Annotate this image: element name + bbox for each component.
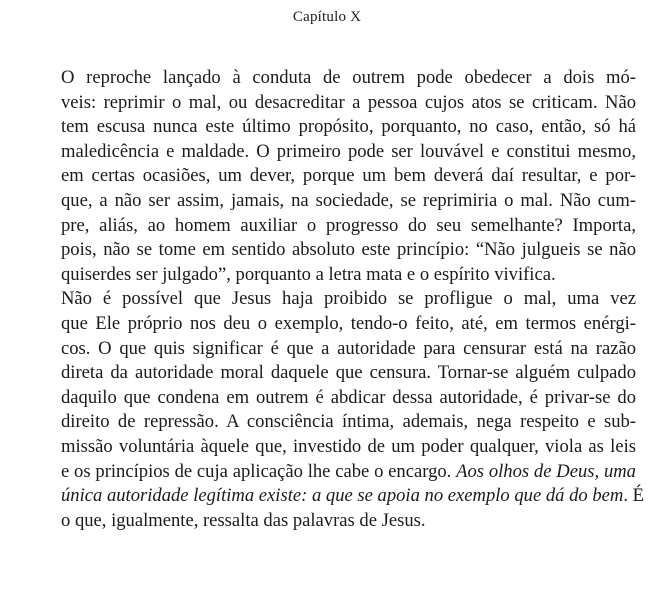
text-line: em certas ocasiões, um dever, porque um bem deverá daí resultar, e por- — [61, 165, 636, 187]
running-head-title: Capítulo X — [292, 9, 362, 25]
text-line: que, a não ser assim, jamais, na sociedade, se reprimiria o mal. Não cum- — [61, 189, 636, 211]
text-line: direta da autoridade moral daquele que censura. Tornar-se alguém culpado — [61, 362, 636, 384]
text-line: cos. O que quis significar é que a autoridade para censurar está na razão — [61, 337, 636, 359]
text-line: daquilo que condena em outrem é abdicar dessa autoridade, é privar-se do — [61, 386, 636, 408]
text-line: O reproche lançado à conduta de outrem pode obedecer a dois mó- — [61, 67, 636, 88]
text-line: quiserdes ser julgado”, porquanto a letra mata e o espírito vivifica. — [61, 263, 556, 285]
paragraph-1 — [19, 66, 636, 287]
text-line: pois, não se tome em sentido absoluto este princípio: “Não julgueis se não — [61, 239, 636, 261]
text-line: maledicência e maldade. O primeiro pode ser louvável e constitui mesmo, — [61, 140, 636, 162]
text-line: tem escusa nunca este último propósito, porquanto, no caso, então, só há — [61, 116, 636, 138]
text-segment: e os princípios de cuja aplicação lhe cabe o encargo. — [61, 460, 457, 482]
italic-emphasis: única autoridade legítima existe: a que se apoia no exemplo que dá do bem — [61, 485, 624, 507]
paragraph-2 — [19, 287, 644, 533]
italic-emphasis: Aos olhos de Deus, uma — [456, 460, 636, 482]
text-line: missão voluntária àquele que, investido de um poder qualquer, viola as leis — [61, 435, 636, 457]
text-line: direito de repressão. A consciência íntima, ademais, nega respeito e sub- — [61, 411, 636, 433]
text-line-mixed — [19, 484, 644, 509]
body-text — [19, 66, 644, 533]
text-line: veis: reprimir o mal, ou desacreditar a pessoa cujos atos se criticam. Não — [61, 91, 636, 113]
text-line: o que, igualmente, ressalta das palavras de Jesus. — [61, 509, 426, 531]
text-line: que Ele próprio nos deu o exemplo, tendo-o feito, até, em termos enérgi- — [61, 312, 636, 334]
text-line-mixed — [19, 460, 636, 485]
text-line: pre, aliás, ao homem auxiliar o progresso do seu semelhante? Importa, — [61, 214, 636, 236]
text-line: Não é possível que Jesus haja proibido se profligue o mal, uma vez — [61, 288, 636, 310]
text-segment: . É — [623, 485, 644, 507]
